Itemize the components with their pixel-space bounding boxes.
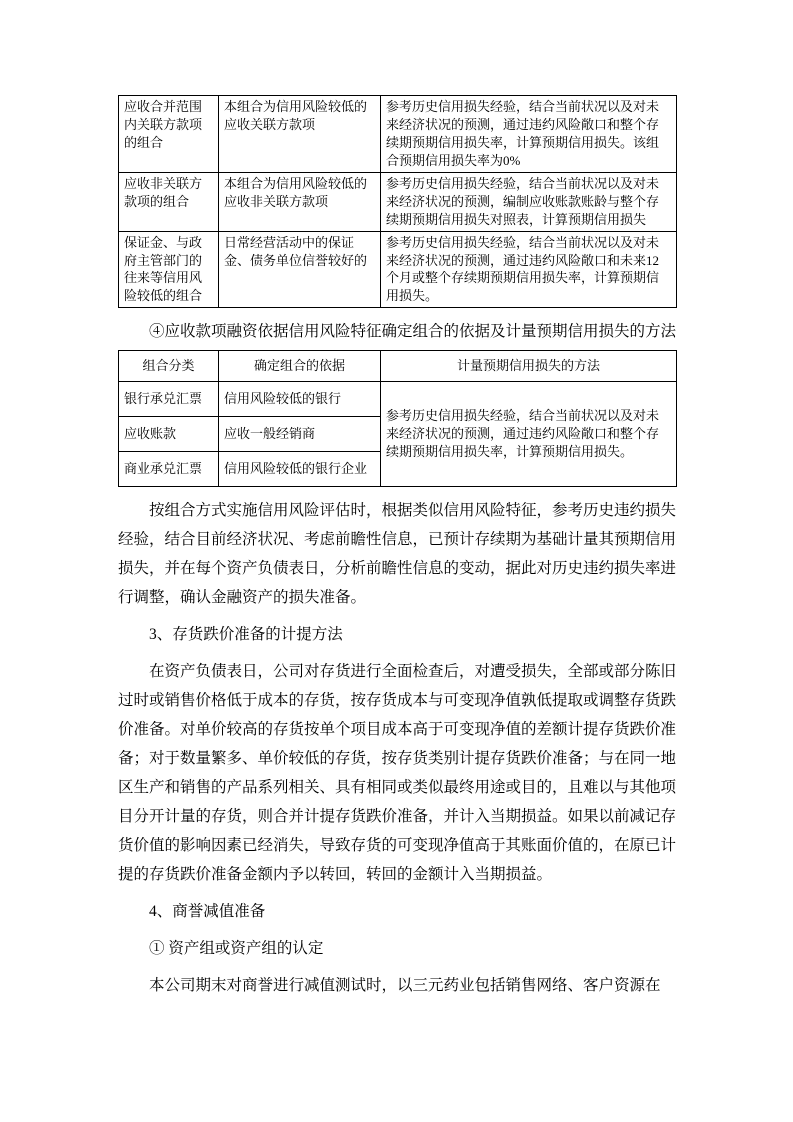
table-header-row	[119, 351, 677, 382]
table-row	[119, 96, 677, 173]
inventory-provision-paragraph: 在资产负债表日，公司对存货进行全面检查后，对遭受损失，全部或部分陈旧过时或销售价格低于成本的存货，按存货成本与可变现净值孰低提取或调整存货跌价准备。对单价较高的存货按单个项目成本高于可变现净值的差额计提存货跌价准备；对于数量繁多、单价较低的存货，按存货类别计提存货跌价准备；与在同一地区生产和销售的产品系列相关、具有相同或类似最终用途或目的，且难以与其他项目分开计量的存货，则合并计提存货跌价准备，并计入当期损益。如果以前减记存货价值的影响因素已经消失，导致存货的可变现净值高于其账面价值的，在原已计提的存货跌价准备金额内予以转回，转回的金额计入当期损益。	[118, 663, 677, 884]
portfolio-name-cell: 应收合并范围内关联方款项的组合	[119, 96, 219, 173]
portfolio-method-cell: 参考历史信用损失经验，结合当前状况以及对未来经济状况的预测，通过违约风险敞口和未来12个月或整个存续期预期信用损失率，计算预期信用损失。	[381, 231, 677, 308]
portfolio-method-cell: 参考历史信用损失经验，结合当前状况以及对未来经济状况的预测，通过违约风险敞口和整个存续期预期信用损失率，计算预期信用损失。该组合预期信用损失率为0%	[381, 96, 677, 173]
table-row	[119, 231, 677, 308]
basis-cell: 应收一般经销商	[219, 417, 381, 452]
column-header-method: 计量预期信用损失的方法	[381, 351, 677, 382]
heading-goodwill-impairment: 4、商誉减值准备	[149, 903, 266, 921]
basis-cell: 信用风险较低的银行企业	[219, 452, 381, 487]
category-cell: 应收账款	[119, 417, 219, 452]
portfolio-basis-cell: 本组合为信用风险较低的应收非关联方款项	[219, 172, 381, 231]
table-row	[119, 382, 677, 417]
column-header-basis: 确定组合的依据	[219, 351, 381, 382]
item4-paragraph: ④应收款项融资依据信用风险特征确定组合的依据及计量预期信用损失的方法	[149, 323, 677, 341]
assessment-paragraph: 按组合方式实施信用风险评估时，根据类似信用风险特征，参考历史违约损失经验，结合目前经济状况、考虑前瞻性信息，已预计存续期为基础计量其预期信用损失，并在每个资产负债表日，分析前瞻性信息的变动，据此对历史违约损失率进行调整，确认金融资产的损失准备。	[118, 502, 677, 607]
portfolio-method-cell: 参考历史信用损失经验，结合当前状况以及对未来经济状况的预测，编制应收账款账龄与整个存续期预期信用损失对照表，计算预期信用损失	[381, 172, 677, 231]
category-cell: 商业承兑汇票	[119, 452, 219, 487]
category-cell: 银行承兑汇票	[119, 382, 219, 417]
goodwill-test-paragraph: 本公司期末对商誉进行减值测试时，以三元药业包括销售网络、客户资源在	[149, 977, 661, 995]
portfolio-name-cell: 保证金、与政府主管部门的往来等信用风险较低的组合	[119, 231, 219, 308]
portfolio-basis-cell: 日常经营活动中的保证金、债务单位信誉较好的	[219, 231, 381, 308]
column-header-category: 组合分类	[119, 351, 219, 382]
credit-loss-portfolio-table	[118, 95, 677, 308]
merged-method-cell: 参考历史信用损失经验，结合当前状况以及对未来经济状况的预测，通过违约风险敞口和整个存续期预期信用损失率，计算预期信用损失。	[381, 382, 677, 487]
basis-cell: 信用风险较低的银行	[219, 382, 381, 417]
table-row	[119, 172, 677, 231]
portfolio-name-cell: 应收非关联方款项的组合	[119, 172, 219, 231]
portfolio-basis-cell: 本组合为信用风险较低的应收关联方款项	[219, 96, 381, 173]
receivables-financing-table	[118, 350, 677, 487]
asset-group-paragraph: ① 资产组或资产组的认定	[149, 940, 324, 958]
heading-inventory-provision: 3、存货跌价准备的计提方法	[149, 626, 343, 644]
